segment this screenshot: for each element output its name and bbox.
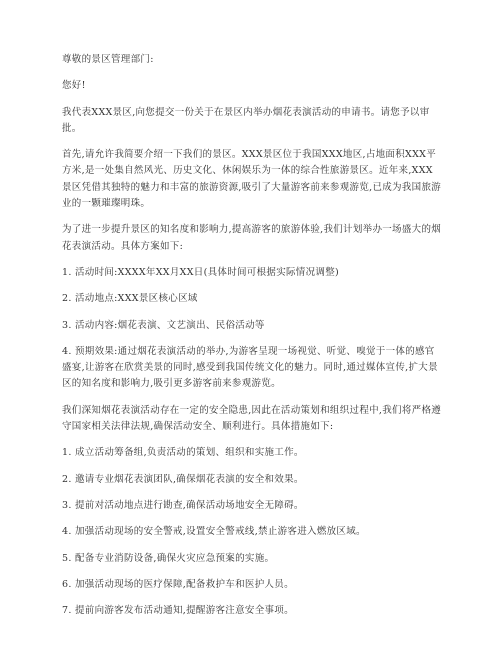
plan-item: 1. 活动时间:XXXX年XX月XX日(具体时间可根据实际情况调整) — [62, 266, 340, 278]
paragraph-plan-intro: 为了进一步提升景区的知名度和影响力,提高游客的旅游体验,我们计划举办一场盛大的烟花表演活动。具体方案如下: — [62, 224, 442, 252]
spacer — [62, 541, 442, 551]
paragraph-safety-intro: 我们深知烟花表演活动存在一定的安全隐患,因此在活动策划和组织过程中,我们将严格遵守国家相关法律法规,确保活动安全、顺利进行。具体措施如下: — [62, 404, 442, 433]
measure-item: 2. 邀请专业烟花表演团队,确保烟花表演的安全和效果。 — [62, 473, 304, 485]
paragraph-intro: 我代表XXX景区,向您提交一份关于在景区内举办烟花表演活动的申请书。请您予以审批。 — [62, 106, 430, 134]
salutation: 尊敬的景区管理部门: — [62, 54, 154, 65]
spacer — [62, 255, 442, 265]
spacer — [62, 567, 442, 577]
spacer — [62, 435, 442, 445]
spacer — [62, 462, 442, 472]
measure-item: 5. 配备专业消防设备,确保火灾应急预案的实施。 — [62, 552, 275, 564]
greeting: 您好! — [62, 80, 86, 92]
measure-item: 7. 提前向游客发布活动通知,提醒游客注意安全事项。 — [62, 605, 294, 617]
spacer — [62, 95, 442, 105]
measure-item: 3. 提前对活动地点进行勘查,确保活动场地安全无障碍。 — [62, 499, 304, 511]
measure-item: 4. 加强活动现场的安全警戒,设置安全警戒线,禁止游客进入燃放区域。 — [62, 526, 366, 538]
measure-item: 6. 加强活动现场的医疗保障,配备救护车和医护人员。 — [62, 578, 294, 590]
spacer — [62, 137, 442, 147]
spacer — [62, 514, 442, 524]
spacer — [62, 308, 442, 318]
spacer — [62, 281, 442, 291]
spacer — [62, 393, 442, 403]
measure-item: 1. 成立活动筹备组,负责活动的策划、组织和实施工作。 — [62, 447, 304, 459]
spacer — [62, 212, 442, 222]
spacer — [62, 593, 442, 603]
plan-item: 4. 预期效果:通过烟花表演活动的举办,为游客呈现一场视觉、听觉、嗅觉于一体的感官盛宴,让游客在欣赏美景的同时,感受到我国传统文化的魅力。同时,通过媒体宣传,扩大景区的知名度和影响力,吸引更多游客前来参观游览。 — [62, 345, 438, 390]
spacer — [62, 68, 442, 78]
letter-document — [62, 52, 442, 619]
paragraph-scenic-area: 首先,请允许我简要介绍一下我们的景区。XXX景区位于我国XXX地区,占地面积XXX平方米,是一处集自然风光、历史文化、休闲娱乐为一体的综合性旅游景区。近年来,XXX景区凭借其独特的魅力和丰富的旅游资源,吸引了大量游客前来参观游览,已成为我国旅游业的一颗璀璨明珠。 — [62, 149, 442, 210]
spacer — [62, 334, 442, 344]
plan-item: 2. 活动地点:XXX景区核心区域 — [62, 293, 198, 305]
spacer — [62, 488, 442, 498]
plan-item: 3. 活动内容:烟花表演、文艺演出、民俗活动等 — [62, 319, 265, 331]
